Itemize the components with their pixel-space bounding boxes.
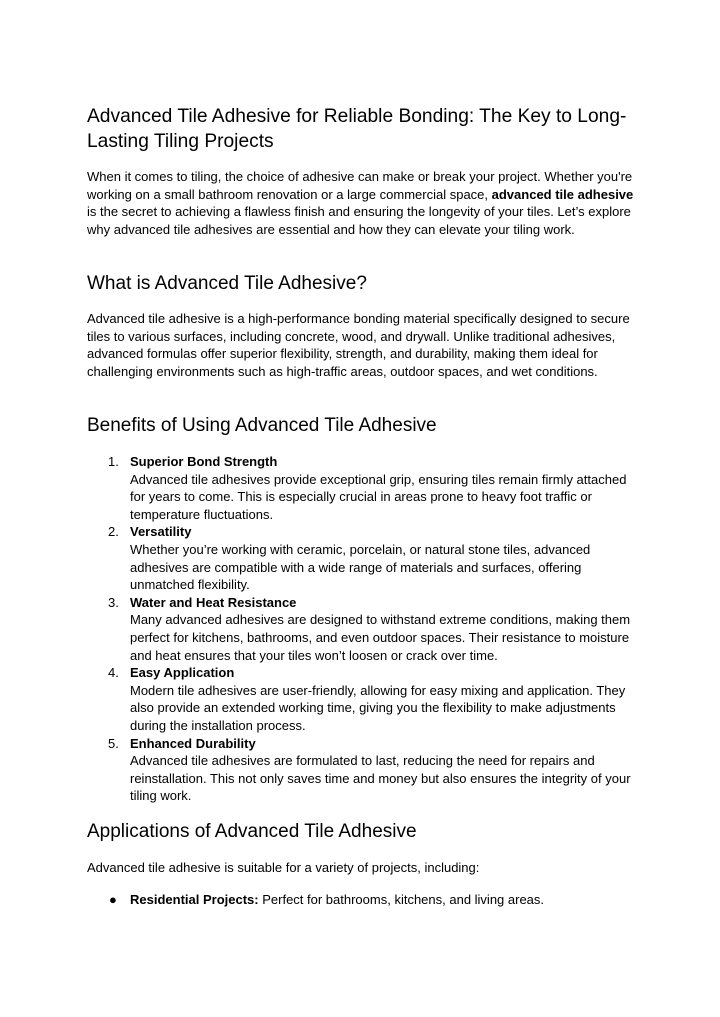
intro-text-2: is the secret to achieving a flawless finish and ensuring the longevity of your tiles. Let’s explore why advanced tile adhesives are essential and how they can elevate your tiling work. [87,204,631,238]
benefit-item [87,735,635,805]
application-item [87,891,635,909]
benefit-item [87,453,635,523]
bullet-icon: ● [109,892,117,907]
benefit-description: Advanced tile adhesives provide exceptional grip, ensuring tiles remain firmly attached for years to come. This is especially crucial in areas prone to heavy foot traffic or temperature fluctuations. [130,471,627,522]
benefit-number: 1. [108,454,119,469]
application-text: Perfect for bathrooms, kitchens, and living areas. [258,892,545,907]
benefit-title: Enhanced Durability [130,735,256,751]
benefit-number: 4. [108,665,119,681]
benefit-number: 5. [108,735,119,751]
document-title: Advanced Tile Adhesive for Reliable Bonding: The Key to Long-Lasting Tiling Projects [87,106,627,152]
applications-paragraph: Advanced tile adhesive is suitable for a variety of projects, including: [87,860,480,875]
intro-bold-keyword: advanced tile adhesive [491,186,634,202]
what-paragraph: Advanced tile adhesive is a high-performance bonding material specifically designed to secure tiles to various surfaces, including concrete, wood, and drywall. Unlike traditional adhesives, advanced formulas offer superior flexibility, strength, and durability, making them ideal for challenging environments such as high-traffic areas, outdoor spaces, and wet conditions. [87,311,630,380]
benefit-item [87,664,635,734]
benefit-description: Modern tile adhesives are user-friendly, allowing for easy mixing and application. They also provide an extended working time, giving you the flexibility to make adjustments during the installation process. [130,682,626,733]
benefit-description: Whether you’re working with ceramic, porcelain, or natural stone tiles, advanced adhesives are compatible with a wide range of materials and surfaces, offering unmatched flexibility. [130,541,591,593]
application-label: Residential Projects: [130,892,259,907]
intro-paragraph [87,168,635,239]
benefit-number: 3. [108,594,119,610]
applications-list [87,891,635,909]
section-heading-what: What is Advanced Tile Adhesive? [87,273,367,294]
benefit-description: Many advanced adhesives are designed to withstand extreme conditions, making them perfect for kitchens, bathrooms, and even outdoor spaces. Their resistance to moisture and heat ensures that your tiles won’t loosen or crack over time. [130,612,631,663]
section-heading-benefits: Benefits of Using Advanced Tile Adhesive [87,415,437,436]
benefit-title: Superior Bond Strength [130,454,278,469]
benefit-title: Versatility [130,524,192,540]
benefit-number: 2. [108,524,119,540]
benefit-title: Easy Application [130,665,235,681]
section-heading-applications: Applications of Advanced Tile Adhesive [87,821,417,842]
benefit-title: Water and Heat Resistance [130,594,297,610]
benefits-list [87,453,635,805]
intro-text-1: When it comes to tiling, the choice of adhesive can make or break your project. Whether you're working on a small bathroom renovation or a large commercial space, [87,169,633,202]
benefit-item [87,523,635,593]
benefit-item [87,594,635,664]
benefit-description: Advanced tile adhesives are formulated to last, reducing the need for repairs and reinstallation. This not only saves time and money but also ensures the integrity of your tiling work. [130,753,631,804]
